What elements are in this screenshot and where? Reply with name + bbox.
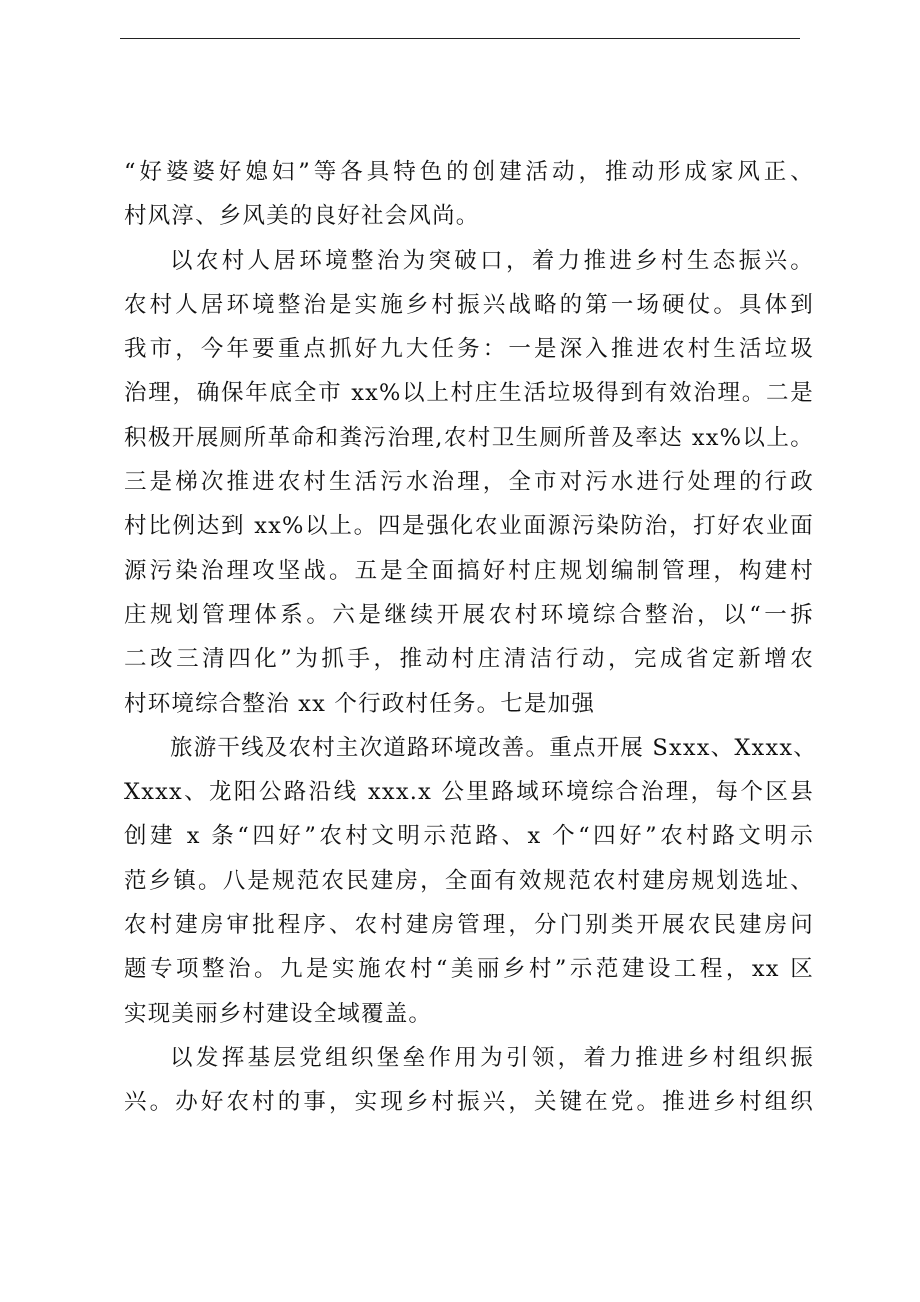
- text-line: 村比例达到 xx%以上。四是强化农业面源污染防治，打好农业面: [124, 513, 814, 540]
- header-rule: [120, 38, 800, 39]
- text-line: 以发挥基层党组织堡垒作用为引领，着力推进乡村组织振: [170, 1044, 814, 1071]
- text-line: 创建 x 条“四好”农村文明示范路、x 个“四好”农村路文明示: [124, 823, 814, 850]
- text-line: 村环境综合整治 xx 个行政村任务。七是加强: [124, 690, 596, 717]
- text-line: “好婆婆好媳妇”等各具特色的创建活动，推动形成家风正、: [124, 159, 814, 185]
- text-line: 农村人居环境整治是实施乡村振兴战略的第一场硬仗。具体到: [124, 291, 814, 318]
- paragraph: [124, 239, 814, 726]
- text-line: 三是梯次推进农村生活污水治理，全市对污水进行处理的行政: [124, 469, 814, 496]
- text-line: 范乡镇。八是规范农民建房，全面有效规范农村建房规划选址、: [124, 867, 814, 894]
- text-line: 二改三清四化”为抓手，推动村庄清洁行动，完成省定新增农: [124, 646, 814, 673]
- text-line: 村风淳、乡风美的良好社会风尚。: [124, 203, 480, 230]
- text-line: 以农村人居环境整治为突破口，着力推进乡村生态振兴。: [170, 247, 814, 274]
- text-line: 题专项整治。九是实施农村“美丽乡村”示范建设工程，xx 区: [124, 956, 814, 983]
- text-line: 实现美丽乡村建设全域覆盖。: [124, 1000, 433, 1027]
- text-line: Xxxx、龙阳公路沿线 xxx.x 公里路域环境综合治理，每个区县: [124, 779, 814, 806]
- text-line: 源污染治理攻坚战。五是全面搞好村庄规划编制管理，构建村: [124, 557, 814, 584]
- text-line: 积极开展厕所革命和粪污治理,农村卫生厕所普及率达 xx%以上。: [124, 424, 814, 451]
- document-body: [124, 150, 817, 1125]
- paragraph: [124, 726, 817, 1036]
- text-line: 农村建房审批程序、农村建房管理，分门别类开展农民建房问: [124, 912, 814, 939]
- text-line: 我市，今年要重点抓好九大任务：一是深入推进农村生活垃圾: [124, 336, 814, 363]
- text-line: 庄规划管理体系。六是继续开展农村环境综合整治，以“一拆: [124, 601, 814, 628]
- text-line: 兴。办好农村的事，实现乡村振兴，关键在党。推进乡村组织: [124, 1089, 814, 1116]
- paragraph: [124, 1036, 814, 1125]
- text-line: 旅游干线及农村主次道路环境改善。重点开展 Sxxx、Xxxx、: [170, 734, 817, 761]
- paragraph: [124, 150, 814, 239]
- text-line: 治理，确保年底全市 xx%以上村庄生活垃圾得到有效治理。二是: [124, 380, 814, 407]
